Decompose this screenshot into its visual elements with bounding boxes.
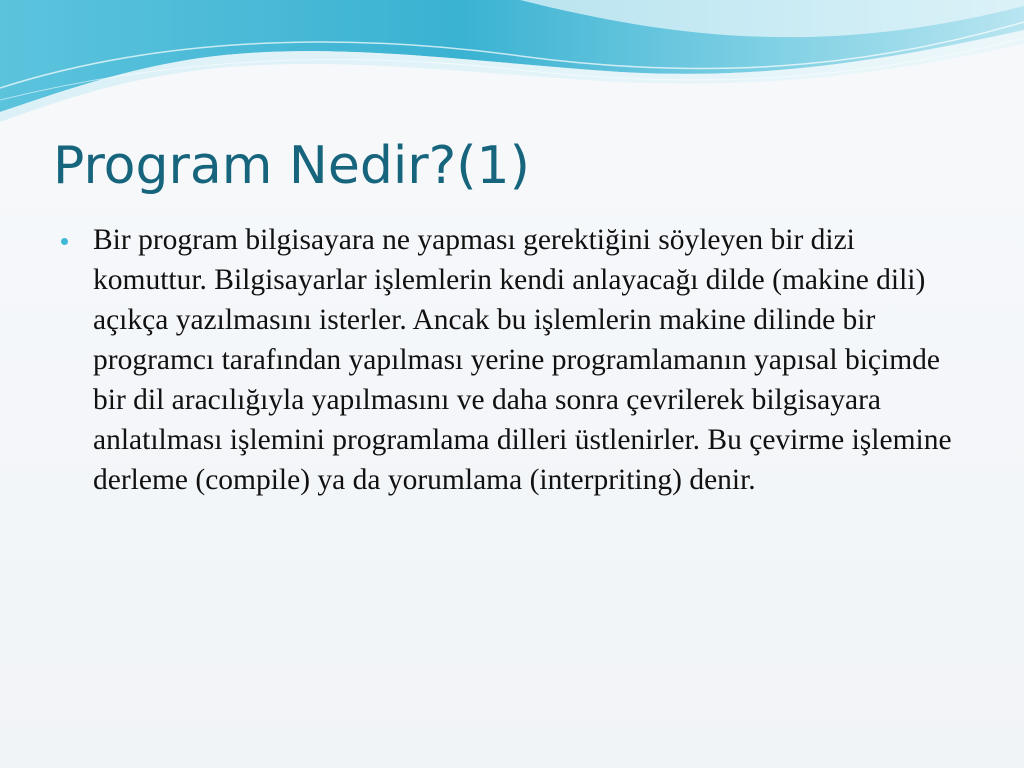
header-wave-decoration: [0, 0, 1024, 130]
bullet-list: [55, 220, 975, 500]
bullet-item: [55, 220, 975, 500]
bullet-text: Bir program bilgisayara ne yapması gerektiğini söyleyen bir dizi komuttur. Bilgisayarlar işlemlerin kendi anlayacağı dilde (makine dili) açıkça yazılmasını isterler. Ancak bu işlemlerin makine dilinde bir programcı tarafından yapılması yerine programlamanın yapısal biçimde bir dil aracılığıyla yapılmasını ve daha sonra çevrilerek bilgisayara anlatılması işlemini programlama dilleri üstlenirler. Bu çevirme işlemine derleme (compile) ya da yorumlama (interpriting) denir.: [93, 224, 952, 496]
bullet-dot-icon: [61, 238, 68, 245]
slide-title: Program Nedir?(1): [53, 136, 530, 196]
